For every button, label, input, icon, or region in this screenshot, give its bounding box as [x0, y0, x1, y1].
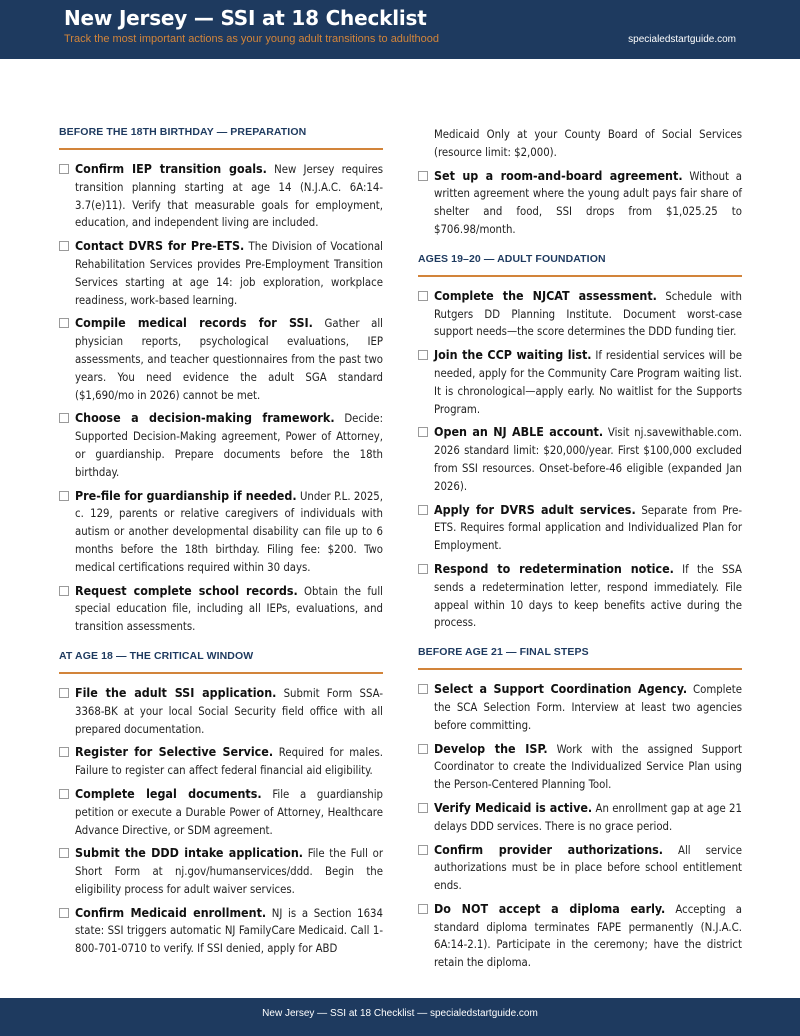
checklist-item [418, 501, 742, 555]
checkbox[interactable] [418, 803, 428, 813]
item-title: Open an NJ ABLE account. [434, 424, 604, 440]
item-body: All service authorizations must be in place before school entitlement ends. [434, 843, 742, 893]
section-at-18 [59, 650, 383, 958]
item-body: Decide: Supported Decision-Making agreement, Power of Attorney, or guardianship. Prepare documents before the 18th birthday. [75, 412, 383, 479]
site-link[interactable]: specialedstartguide.com [628, 34, 736, 45]
item-title: Compile medical records for SSI. [75, 315, 313, 331]
item-title: Request complete school records. [75, 582, 298, 598]
checkbox[interactable] [418, 684, 428, 694]
item-body: An enrollment gap at age 21 delays DDD services. There is no grace period. [434, 801, 742, 833]
checkbox[interactable] [59, 164, 69, 174]
item-body: Complete the SCA Selection Form. Interview at least two agencies before committing. [434, 683, 743, 732]
checklist-item [59, 409, 383, 481]
checkbox[interactable] [418, 904, 428, 914]
item-body: If the SSA sends a redetermination letter, respond immediately. File appeal within 10 days to keep benefits active during the process. [434, 562, 743, 630]
item-title: Set up a room-and-board agreement. [434, 167, 683, 183]
item-title: Contact DVRS for Pre-ETS. [75, 238, 245, 254]
item-body: Under P.L. 2025, c. 129, parents or relative caregivers of individuals with autism or another developmental disability can file up to 6 months before the 18th birthday. Filing fee: $200. Two medical certifications required within 30 days. [75, 489, 383, 574]
item-body: File a guardianship petition or execute a Durable Power of Attorney, Healthcare Advance Directive, or SDM agreement. [75, 787, 383, 837]
item-body: Accepting a standard diploma terminates FAPE permanently (N.J.A.C. 6A:14-2.1). Participate in the ceremony; have the district retain the diploma. [434, 902, 743, 970]
checkbox[interactable] [59, 789, 69, 799]
checklist-item [59, 487, 383, 577]
checkbox[interactable] [59, 491, 69, 501]
item-title: Do NOT accept a diploma early. [434, 900, 666, 916]
item-body: Gather all physician reports, psychological evaluations, IEP assessments, and teacher questionnaires from the past two years. You need evidence the adult SGA standard ($1,690/mo in 2026) cannot be met. [75, 317, 383, 402]
item-title: Confirm provider authorizations. [434, 841, 664, 857]
item-body: NJ is a Section 1634 state: SSI triggers automatic NJ FamilyCare Medicaid. Call 1-800-701-0710 to verify. If SSI denied, apply for ABD [75, 906, 383, 956]
checkbox[interactable] [59, 413, 69, 423]
item-title: Confirm Medicaid enrollment. [75, 904, 267, 920]
right-column [418, 126, 742, 977]
checklist-item [418, 560, 742, 632]
checkbox[interactable] [418, 350, 428, 360]
item-title: Respond to redetermination notice. [434, 560, 674, 576]
checkbox[interactable] [418, 744, 428, 754]
checklist-item [418, 167, 742, 239]
checkbox[interactable] [59, 318, 69, 328]
section-heading: AGES 19–20 — ADULT FOUNDATION [418, 253, 742, 277]
checklist-item [59, 904, 383, 958]
item-title: Complete legal documents. [75, 785, 262, 801]
checklist-item [59, 684, 383, 738]
checklist-item [59, 844, 383, 898]
page-footer [0, 998, 800, 1036]
checkbox[interactable] [59, 688, 69, 698]
checklist-item-continued [418, 126, 742, 162]
item-body-continued: Medicaid Only at your County Board of Social Services (resource limit: $2,000). [434, 128, 742, 159]
item-title: Complete the NJCAT assessment. [434, 287, 657, 303]
item-title: Pre-file for guardianship if needed. [75, 487, 297, 503]
checklist-item [59, 314, 383, 404]
item-body: Submit Form SSA-3368-BK at your local Social Security field office with all prepared documentation. [75, 686, 383, 736]
checkbox[interactable] [59, 908, 69, 918]
checklist-item [59, 160, 383, 232]
checkbox[interactable] [418, 171, 428, 181]
page-subtitle: Track the most important actions as your young adult transitions to adulthood [64, 33, 440, 45]
item-title: Confirm IEP transition goals. [75, 161, 267, 176]
checklist-item [418, 423, 742, 495]
checklist-item [59, 743, 383, 780]
checklist-item [418, 799, 742, 836]
item-title: Join the CCP waiting list. [434, 347, 592, 363]
section-heading: BEFORE AGE 21 — FINAL STEPS [418, 646, 742, 670]
section-before-18 [59, 126, 383, 636]
item-title: Submit the DDD intake application. [75, 845, 304, 861]
item-body: Separate from Pre-ETS. Requires formal application and Individualized Plan for Employment. [434, 503, 742, 553]
footer-text: New Jersey — SSI at 18 Checklist — specialedstartguide.com [262, 1008, 538, 1019]
item-body: File the Full or Short Form at nj.gov/humanservices/ddd. Begin the eligibility process for adult waiver services. [75, 847, 384, 896]
item-title: File the adult SSI application. [75, 684, 277, 700]
item-body: Work with the assigned Support Coordinator to create the Individualized Service Plan using the Person-Centered Planning Tool. [434, 742, 742, 792]
checklist-item [59, 237, 383, 309]
checkbox[interactable] [418, 427, 428, 437]
item-title: Apply for DVRS adult services. [434, 501, 636, 517]
item-title: Choose a decision-making framework. [75, 410, 335, 426]
checkbox[interactable] [59, 848, 69, 858]
item-title: Register for Selective Service. [75, 744, 274, 760]
checkbox[interactable] [59, 586, 69, 596]
left-column [59, 126, 383, 963]
item-title: Develop the ISP. [434, 740, 548, 756]
checklist-item [418, 900, 742, 972]
checkbox[interactable] [418, 505, 428, 515]
section-heading: BEFORE THE 18TH BIRTHDAY — PREPARATION [59, 126, 383, 150]
checklist-item [418, 841, 742, 895]
page-title: New Jersey — SSI at 18 Checklist [64, 6, 427, 30]
checklist-item [418, 740, 742, 794]
checklist-item [418, 346, 742, 418]
section-before-21 [418, 646, 742, 972]
item-body: New Jersey requires transition planning starting at age 14 (N.J.A.C. 6A:14-3.7(e)11). Verify that measurable goals for employment, education, and independent living are included. [75, 163, 384, 230]
item-title: Select a Support Coordination Agency. [434, 681, 688, 697]
item-body: Without a written agreement where the young adult pays fair share of shelter and food, SSI drops from $1,025.25 to $706.98/month. [434, 169, 743, 236]
checklist-item [418, 287, 742, 341]
item-body: Required for males. Failure to register can affect federal financial aid eligibility. [75, 746, 383, 778]
checklist-item [59, 785, 383, 839]
checkbox[interactable] [59, 241, 69, 251]
item-body: The Division of Vocational Rehabilitation Services provides Pre-Employment Transition Services starting at age 14: job exploration, workplace readiness, work-based learning. [75, 240, 384, 307]
item-title: Verify Medicaid is active. [434, 799, 593, 815]
checkbox[interactable] [418, 291, 428, 301]
section-heading: AT AGE 18 — THE CRITICAL WINDOW [59, 650, 383, 674]
item-body: Obtain the full special education file, including all IEPs, evaluations, and transition assessments. [75, 584, 383, 634]
page-header [0, 0, 800, 59]
section-ages-19-20 [418, 253, 742, 632]
checkbox[interactable] [59, 747, 69, 757]
item-body: If residential services will be needed, apply for the Community Care Program waiting list. It is chronological—apply early. No waitlist for the Supports Program. [434, 349, 742, 416]
checkbox[interactable] [418, 564, 428, 574]
checklist-item [59, 582, 383, 636]
checkbox[interactable] [418, 845, 428, 855]
item-body: Schedule with Rutgers DD Planning Institute. Document worst-case support needs—the score determines the DDD funding tier. [434, 289, 742, 339]
item-body: Visit nj.savewithable.com. 2026 standard limit: $20,000/year. First $100,000 excluded from SSI resources. Onset-before-46 eligible (expanded Jan 2026). [434, 426, 743, 493]
checklist-item [418, 680, 742, 734]
